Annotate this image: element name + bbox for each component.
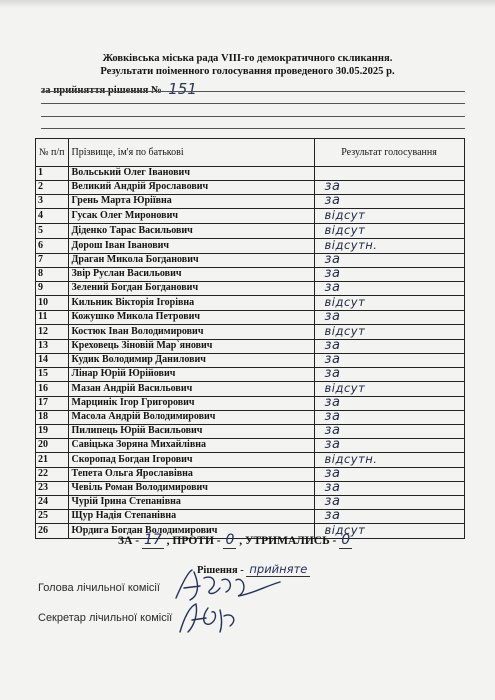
table-row	[36, 467, 465, 481]
row-number: 18	[36, 410, 69, 424]
chair-label: Голова лічильної комісії	[38, 582, 160, 594]
table-row	[36, 267, 465, 281]
table-row	[36, 223, 465, 238]
deputy-name: Зелений Богдан Богданович	[68, 281, 314, 295]
vote-table-body	[36, 167, 465, 539]
vote-cell	[314, 495, 464, 509]
vote-cell	[314, 167, 464, 181]
vote-cell	[314, 438, 464, 452]
row-number: 9	[36, 281, 69, 295]
vote-result: за	[324, 367, 341, 381]
table-row	[36, 438, 465, 452]
vote-result: за	[324, 281, 341, 295]
vote-cell	[314, 424, 464, 438]
vote-tally	[118, 532, 352, 548]
deputy-name: Тепета Ольга Ярославівна	[68, 467, 314, 481]
table-row	[36, 194, 465, 208]
deputy-name: Савіцька Зоряна Михайлівна	[68, 438, 314, 452]
vote-cell	[314, 267, 464, 281]
tally-utrym-label: , УТРИМАЛИСЬ -	[239, 535, 337, 547]
vote-result: відсутн.	[324, 452, 378, 466]
vote-cell	[314, 281, 464, 295]
vote-result: за	[324, 424, 341, 438]
tally-proty-label: , ПРОТИ -	[166, 535, 221, 547]
vote-result: відсут	[324, 381, 366, 395]
tally-za-value: 17	[143, 532, 162, 548]
vote-cell	[314, 367, 464, 381]
vote-result: за	[324, 509, 341, 523]
deputy-name: Лінар Юрій Юрійович	[68, 367, 314, 381]
vote-result: відсут	[324, 523, 366, 537]
vote-result: відсут	[324, 208, 366, 222]
row-number: 8	[36, 267, 69, 281]
secretary-label: Секретар лічильної комісії	[38, 612, 173, 624]
header-line-2: Результати поіменного голосування проведеного 30.05.2025 р.	[100, 66, 395, 77]
deputy-name: Кудик Володимир Данилович	[68, 353, 314, 367]
deputy-name: Чевіль Роман Володимирович	[68, 481, 314, 495]
vote-cell	[314, 238, 464, 253]
table-row	[36, 339, 465, 353]
row-number: 19	[36, 424, 69, 438]
vote-cell	[314, 223, 464, 238]
deputy-name: Щур Надія Степанівна	[68, 509, 314, 523]
vote-result: за	[324, 253, 341, 267]
deputy-name: Костюк Іван Володимирович	[68, 324, 314, 339]
vote-result: за	[324, 353, 341, 367]
table-row	[36, 452, 465, 467]
row-number: 25	[36, 509, 69, 523]
table-row	[36, 353, 465, 367]
vote-result: за	[324, 495, 341, 509]
underline-rule	[41, 91, 465, 92]
deputy-name: Гусак Олег Миронович	[68, 208, 314, 223]
table-row	[36, 167, 465, 181]
col-header-result: Результат голосування	[314, 139, 464, 167]
deputy-name: Масола Андрій Володимирович	[68, 410, 314, 424]
vote-cell	[314, 208, 464, 223]
table-row	[36, 208, 465, 223]
deputy-name: Чурій Ірина Степанівна	[68, 495, 314, 509]
secretary-signature	[172, 598, 252, 638]
header-line-1: Жовківська міська рада VIII-го демократичного скликання.	[102, 53, 393, 64]
row-number: 15	[36, 367, 69, 381]
table-row	[36, 367, 465, 381]
deputy-name: Кожушко Микола Петрович	[68, 310, 314, 324]
decision-line	[41, 79, 197, 97]
deputy-name: Дорош Іван Іванович	[68, 238, 314, 253]
blank-rule	[41, 103, 465, 104]
document-header	[0, 52, 495, 78]
table-row	[36, 324, 465, 339]
row-number: 23	[36, 481, 69, 495]
deputy-name: Юрдига Богдан Володимирович	[68, 523, 314, 538]
table-row	[36, 495, 465, 509]
table-row	[36, 424, 465, 438]
row-number: 21	[36, 452, 69, 467]
deputy-name: Діденко Тарас Васильович	[68, 223, 314, 238]
vote-cell	[314, 324, 464, 339]
blank-rule	[41, 128, 465, 129]
table-row	[36, 238, 465, 253]
row-number: 17	[36, 396, 69, 410]
row-number: 5	[36, 223, 69, 238]
vote-result: за	[324, 410, 341, 424]
vote-result: відсут	[324, 223, 366, 237]
deputy-name: Марцинік Ігор Григорович	[68, 396, 314, 410]
table-row	[36, 281, 465, 295]
deputy-name: Великий Андрій Ярославович	[68, 180, 314, 194]
blank-rule	[41, 116, 465, 117]
deputy-name: Скоропад Богдан Ігорович	[68, 452, 314, 467]
vote-result: відсутн.	[324, 238, 378, 252]
vote-cell	[314, 509, 464, 523]
vote-cell	[314, 353, 464, 367]
deputy-name: Драган Микола Богданович	[68, 253, 314, 267]
vote-result: за	[324, 339, 341, 353]
row-number: 14	[36, 353, 69, 367]
deputy-name: Пилипець Юрій Васильович	[68, 424, 314, 438]
row-number: 2	[36, 180, 69, 194]
vote-cell	[314, 180, 464, 194]
vote-result: за	[324, 481, 341, 495]
table-row	[36, 396, 465, 410]
vote-result: за	[324, 180, 341, 194]
deputy-name: Креховець Зіновій Мар`янович	[68, 339, 314, 353]
deputy-name: Кильник Вікторія Ігорівна	[68, 295, 314, 310]
table-row	[36, 253, 465, 267]
row-number: 4	[36, 208, 69, 223]
row-number: 20	[36, 438, 69, 452]
col-header-name: Прізвище, ім'я по батькові	[68, 139, 314, 167]
table-row	[36, 509, 465, 523]
vote-result: відсут	[324, 324, 366, 338]
row-number: 24	[36, 495, 69, 509]
deputy-name: Вольський Олег Іванович	[68, 167, 314, 181]
col-header-number: № п/п	[36, 139, 69, 167]
row-number: 12	[36, 324, 69, 339]
row-number: 7	[36, 253, 69, 267]
vote-cell	[314, 396, 464, 410]
table-header-row	[36, 139, 465, 167]
row-number: 3	[36, 194, 69, 208]
vote-result: за	[324, 396, 341, 410]
scan-edge	[0, 0, 495, 8]
vote-cell	[314, 410, 464, 424]
vote-cell	[314, 310, 464, 324]
vote-result: за	[324, 267, 341, 281]
vote-cell	[314, 452, 464, 467]
vote-result: за	[324, 310, 341, 324]
row-number: 13	[36, 339, 69, 353]
table-row	[36, 381, 465, 396]
tally-za-label: ЗА -	[118, 535, 140, 547]
vote-cell	[314, 295, 464, 310]
vote-table	[35, 138, 465, 539]
decision-number: 151	[168, 80, 197, 98]
row-number: 22	[36, 467, 69, 481]
vote-cell	[314, 481, 464, 495]
vote-cell	[314, 339, 464, 353]
tally-utrym-value: 0	[341, 532, 351, 548]
table-row	[36, 295, 465, 310]
verdict-label: Рішення -	[197, 565, 244, 576]
row-number: 16	[36, 381, 69, 396]
table-row	[36, 481, 465, 495]
vote-result: відсут	[324, 295, 366, 309]
decision-label: за прийняття рішення №	[41, 85, 162, 96]
row-number: 11	[36, 310, 69, 324]
vote-result: за	[324, 438, 341, 452]
vote-cell	[314, 381, 464, 396]
vote-cell	[314, 194, 464, 208]
table-row	[36, 180, 465, 194]
row-number: 10	[36, 295, 69, 310]
table-row	[36, 310, 465, 324]
deputy-name: Грень Марта Юріївна	[68, 194, 314, 208]
vote-result: за	[324, 467, 341, 481]
verdict-value: прийняте	[246, 562, 310, 577]
table-row	[36, 410, 465, 424]
vote-result: за	[324, 194, 341, 208]
tally-proty-value: 0	[225, 532, 235, 548]
row-number: 1	[36, 167, 69, 181]
row-number: 26	[36, 523, 69, 538]
deputy-name: Звір Руслан Васильович	[68, 267, 314, 281]
deputy-name: Мазан Андрій Васильович	[68, 381, 314, 396]
vote-cell	[314, 253, 464, 267]
row-number: 6	[36, 238, 69, 253]
vote-cell	[314, 467, 464, 481]
